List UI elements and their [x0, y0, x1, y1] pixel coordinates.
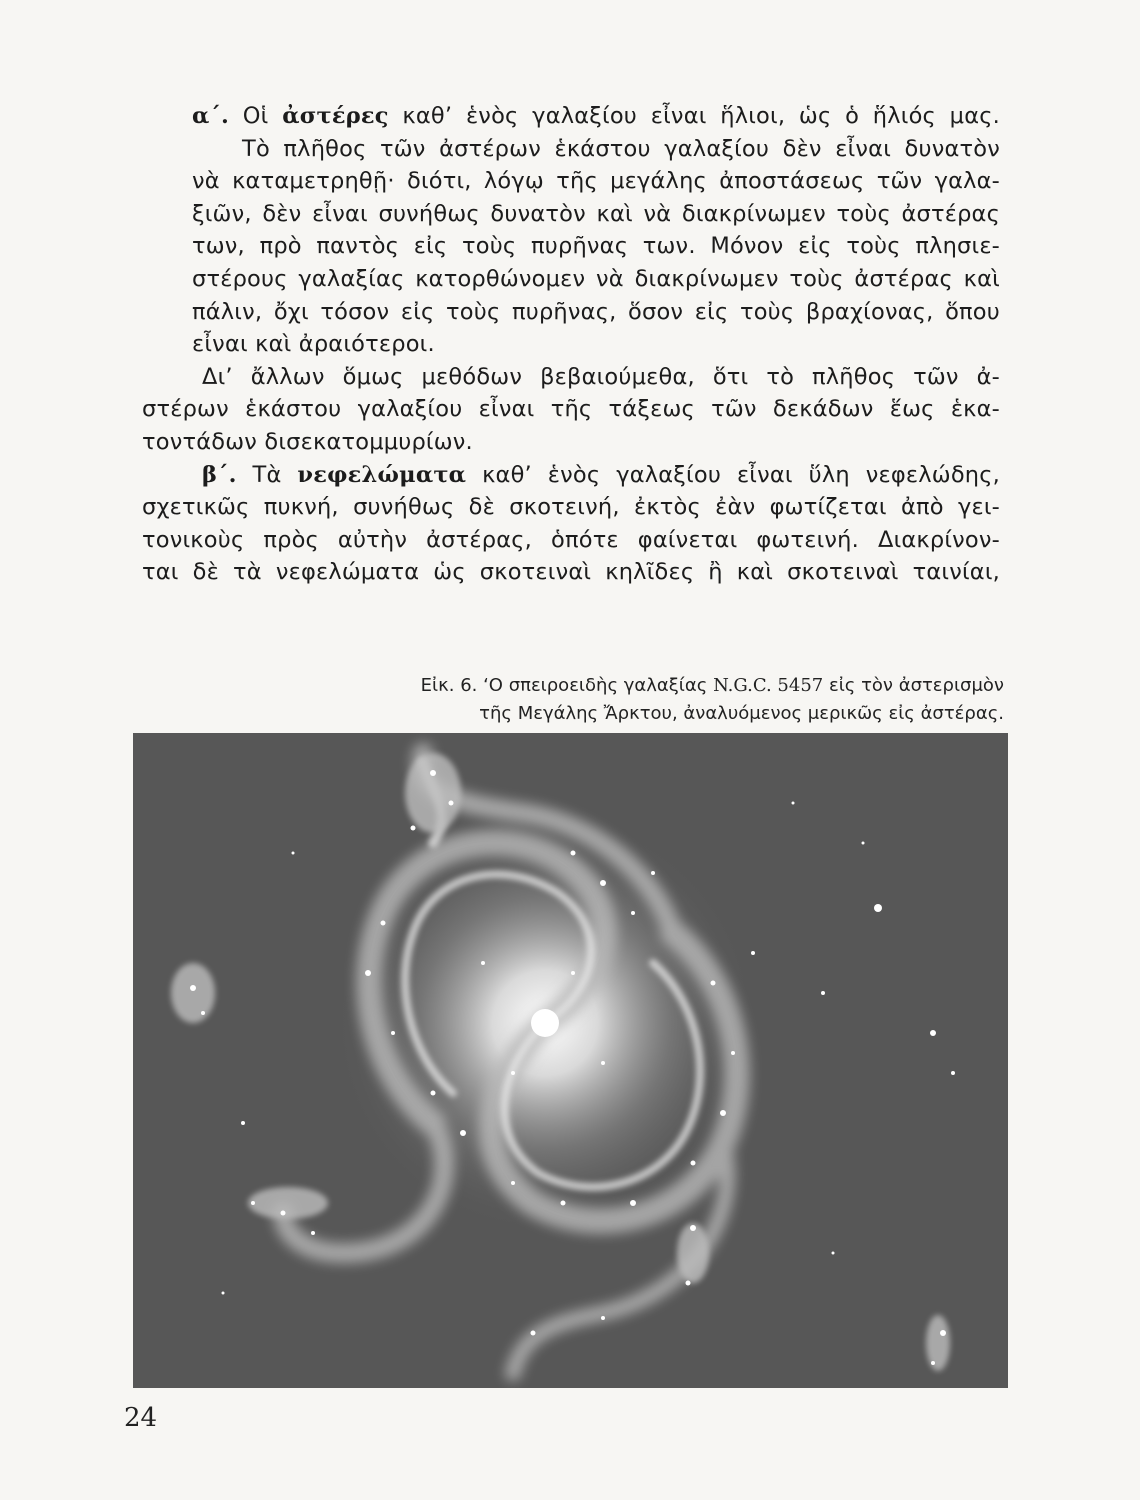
- text-line: νὰ καταμετρηθῇ· διότι, λόγῳ τῆς μεγάλης ἀποστάσεως τῶν γαλα-: [192, 168, 1000, 195]
- section-marker-beta: β΄.: [202, 461, 237, 488]
- text-line: των, πρὸ παντὸς εἰς τοὺς πυρῆνας των. Μόνον εἰς τοὺς πλησιε-: [192, 233, 1000, 260]
- text-line: Δι’ ἄλλων ὅμως μεθόδων βεβαιούμεθα, ὅτι τὸ πλῆθος τῶν ἀ-: [202, 363, 1000, 390]
- spiral-galaxy-image: [133, 733, 1008, 1388]
- text-line: στέρους γαλαξίας κατορθώνομεν νὰ διακρίνωμεν τοὺς ἀστέρας καὶ: [192, 265, 1000, 292]
- paragraph-star-count: [142, 361, 1000, 459]
- figure-caption: Εἰκ. 6. ‘Ο σπειροειδὴς γαλαξίας N.G.C. 5457 εἰς τὸν ἀστερισμὸν τῆς Μεγάλης Ἄρκτου, ἀναλυόμενος μερικῶς εἰς ἀστέρας.: [420, 675, 1004, 724]
- text-line: στέρων ἑκάστου γαλαξίου εἶναι τῆς τάξεως τῶν δεκάδων ἕως ἑκα-: [142, 396, 1000, 423]
- text-line: σχετικῶς πυκνή, συνήθως δὲ σκοτεινή, ἐκτὸς ἐὰν φωτίζεται ἀπὸ γει-: [142, 494, 1000, 521]
- text-line: ξιῶν, δὲν εἶναι συνήθως δυνατὸν καὶ νὰ διακρίνωμεν τοὺς ἀστέρας: [192, 200, 1000, 227]
- body-text: [142, 100, 1000, 589]
- text-line: εἶναι καὶ ἀραιότεροι.: [192, 331, 435, 358]
- text-line: ται δὲ τὰ νεφελώματα ὡς σκοτειναὶ κηλῖδες ἢ καὶ σκοτειναὶ ταινίαι,: [142, 559, 1000, 586]
- galaxy-photo: [133, 733, 1008, 1388]
- term-asteres: ἀστέρες: [282, 103, 389, 129]
- galaxy-designation: N.G.C. 5457: [713, 675, 824, 696]
- paragraph-nebulae: β΄. Τὰ νεφελώματα καθ’ ἑνὸς γαλαξίου εἶναι ὕλη νεφελώδης, σχετικῶς πυκνή, συνήθως δὲ σκοτεινή, ἐκτὸς ἐὰν φωτίζεται ἀπὸ γει- τονικοὺς πρὸς αὐτὴν ἀστέρας, ὁπότε φαίνεται φωτεινή. Διακρίνον- ται δὲ τὰ νεφελώματα ὡς σκοτειναὶ κηλῖδες ἢ καὶ σκοτειναὶ ταινίαι,: [142, 459, 1000, 589]
- term-nefelomata: νεφελώματα: [297, 461, 467, 488]
- text-line: Τὸ πλῆθος τῶν ἀστέρων ἑκάστου γαλαξίου δὲν εἶναι δυνατὸν: [242, 135, 1000, 162]
- page-number: 24: [124, 1403, 158, 1433]
- text-line: πάλιν, ὄχι τόσον εἰς τοὺς πυρῆνας, ὅσον εἰς τοὺς βραχίονας, ὅπου: [192, 298, 1000, 325]
- section-marker-alpha: α΄.: [192, 103, 229, 129]
- paragraph-stars: α΄. Οἱ ἀστέρες καθ’ ἑνὸς γαλαξίου εἶναι ἥλιοι, ὡς ὁ ἥλιός μας. Τὸ πλῆθος τῶν ἀστέρων ἑκάστου γαλαξίου δὲν εἶναι δυνατὸν νὰ καταμετρηθῇ· διότι, λόγῳ τῆς μεγάλης ἀποστάσεως τῶν γαλα- ξιῶν, δὲν εἶναι συνήθως δυνατὸν καὶ νὰ διακρίνωμεν τοὺς ἀστέρας των, πρὸ παντὸς εἰς τοὺς πυρῆνας των. Μόνον εἰς τοὺς πλησιε- στέρους γαλαξίας κατορθώνομεν νὰ διακρίνωμεν τοὺς ἀστέρας καὶ πάλιν, ὄχι τόσον εἰς τοὺς πυρῆνας, ὅσον εἰς τοὺς βραχίονας, ὅπου εἶναι καὶ ἀραιότεροι.: [142, 100, 1000, 361]
- text-line: τοντάδων δισεκατομμυρίων.: [142, 428, 473, 455]
- text-line: τονικοὺς πρὸς αὐτὴν ἀστέρας, ὁπότε φαίνεται φωτεινή. Διακρίνον-: [142, 526, 1000, 553]
